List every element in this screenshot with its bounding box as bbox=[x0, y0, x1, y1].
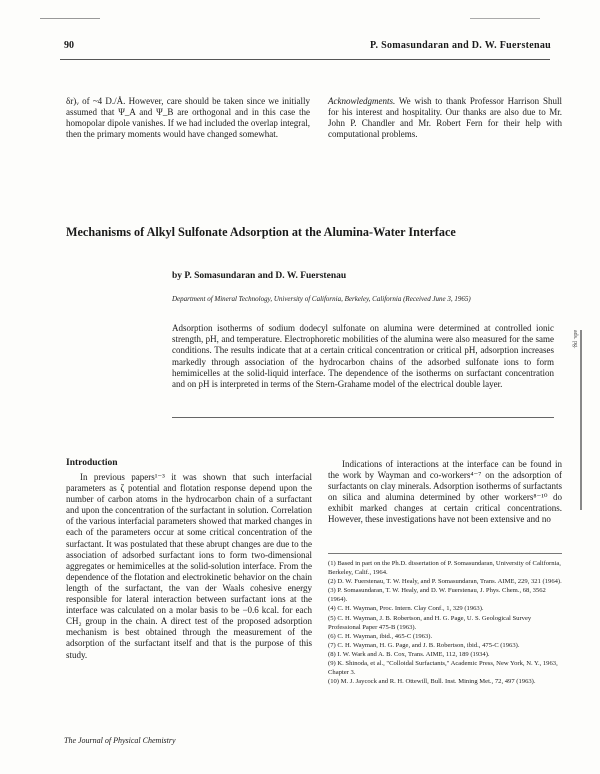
running-head: P. Somasundaran and D. W. Fuerstenau bbox=[370, 40, 552, 51]
introduction-right-column bbox=[328, 459, 562, 526]
footnote: (5) C. H. Wayman, J. B. Robertson, and H. G. Page, U. S. Geological Survey Professional Paper 475-B (1963). bbox=[328, 614, 532, 631]
footnote: (7) C. H. Wayman, H. G. Page, and J. B. Robertson, ibid., 475-C (1963). bbox=[328, 641, 520, 649]
previous-article-paragraph: δr)ᵥ of ~4 D./Å. However, care should be taken since we initially assumed that Ψ_A and Ψ_B are orthogonal and in this case the homopolar dipole vanishes. If we had included the overlap integral, then the primary moments would have changed somewhat. bbox=[66, 96, 310, 140]
scan-artifact-line bbox=[470, 18, 540, 19]
introduction-paragraph: Indications of interactions at the interface can be found in the work by Wayman and co-workers⁴⁻⁷ on the adsorption of surfactants on clay minerals. Adsorption isotherms of surfactants on silica and alumina determined by other workers⁸⁻¹⁰ do exhibit marked changes at certain critical concentrations. However, these investigations have not been extensive and no bbox=[328, 459, 562, 525]
acknowledgments bbox=[328, 96, 562, 140]
abstract: Adsorption isotherms of sodium dodecyl sulfonate on alumina were determined at controlled ionic strength, pH, and temperature. Electrophoretic mobilities of the alumina were also measured for the same conditions. The results indicate that at a certain critical concentration or critical pH, adsorption increases markedly through association of the hydrocarbon chains of the adsorbed sulfonate ions to form hemimicelles at the solid-liquid interface. The dependence of the isotherms on surfactant concentration and on pH is interpreted in terms of the Stern-Grahame model of the electrical double layer. bbox=[172, 323, 554, 390]
acknowledgments-label: Acknowledgments. bbox=[328, 96, 396, 106]
introduction-paragraph: In previous papers¹⁻³ it was shown that such interfacial parameters as ζ potential and flotation response depend upon the number of carbon atoms in the hydrocarbon chain of a surfactant and upon the concentration of the surfactant in solution. Correlation of the various interfacial parameters showed that marked changes in each of the parameters occur at some critical concentration of the surfactant. It was postulated that these abrupt changes are due to the association of adsorbed surfactant ions to form two-dimensional aggregates or hemimicelles at the solid-solution interface. From the dependence of the flotation and electrokinetic behavior on the chain length of the surfactant, the van der Waals cohesive energy responsible for lateral interaction between surfactant ions at the interface was calculated on a molar basis to be −0.6 kcal. for each CH₂ group in the chain. A direct test of the proposed adsorption mechanism is best obtained through the measurement of the adsorption of the surfactant itself and that is the purpose of this study. bbox=[66, 472, 312, 660]
footnote: (4) C. H. Wayman, Proc. Intern. Clay Conf., 1, 329 (1963). bbox=[328, 605, 484, 613]
scan-artifact-line bbox=[40, 18, 100, 19]
journal-footer: The Journal of Physical Chemistry bbox=[64, 736, 176, 745]
footnote: (2) D. W. Fuerstenau, T. W. Healy, and P. Somasundaran, Trans. AIME, 229, 321 (1964). bbox=[328, 578, 562, 586]
acknowledgments-text: We wish to thank Professor Harrison Shull for his interest and hospitality. Our thanks are also due to Mr. John P. Chandler and Mr. Robert Fern for their help with computational problems. bbox=[328, 96, 562, 140]
handwritten-margin-note: ads. pg. bbox=[572, 330, 578, 349]
footnote: (3) P. Somasundaran, T. W. Healy, and D. W. Fuerstenau, J. Phys. Chem., 68, 3562 (1964). bbox=[328, 587, 546, 604]
page-number: 90 bbox=[64, 40, 74, 51]
article-affiliation: Department of Mineral Technology, University of California, Berkeley, California (Received June 3, 1965) bbox=[172, 295, 471, 303]
footnote: (1) Based in part on the Ph.D. dissertation of P. Somasundaran, University of California, Berkeley, Calif., 1964. bbox=[328, 560, 561, 577]
footnote-rule bbox=[328, 553, 562, 554]
article-authors: by P. Somasundaran and D. W. Fuerstenau bbox=[172, 271, 347, 281]
article-title: Mechanisms of Alkyl Sulfonate Adsorption at the Alumina-Water Interface bbox=[66, 225, 456, 239]
footnote: (6) C. H. Wayman, ibid., 465-C (1963). bbox=[328, 632, 433, 640]
introduction-left-column bbox=[66, 472, 312, 661]
footnote: (10) M. J. Jaycock and R. H. Ottewill, Bull. Inst. Mining Met., 72, 497 (1963). bbox=[328, 678, 536, 686]
previous-article-text bbox=[66, 96, 310, 140]
abstract-rule bbox=[172, 417, 554, 418]
footnote: (9) K. Shinoda, et al., "Colloidal Surfactants," Academic Press, New York, N. Y., 1963, Chapter 3. bbox=[328, 660, 558, 677]
acknowledgments-paragraph bbox=[328, 96, 562, 140]
section-heading-introduction: Introduction bbox=[66, 458, 118, 468]
footnote: (8) I. W. Wark and A. B. Cox, Trans. AIME, 112, 189 (1934). bbox=[328, 650, 490, 658]
scan-artifact-edge bbox=[580, 330, 582, 510]
footnotes bbox=[328, 559, 562, 686]
header-rule bbox=[60, 59, 550, 60]
